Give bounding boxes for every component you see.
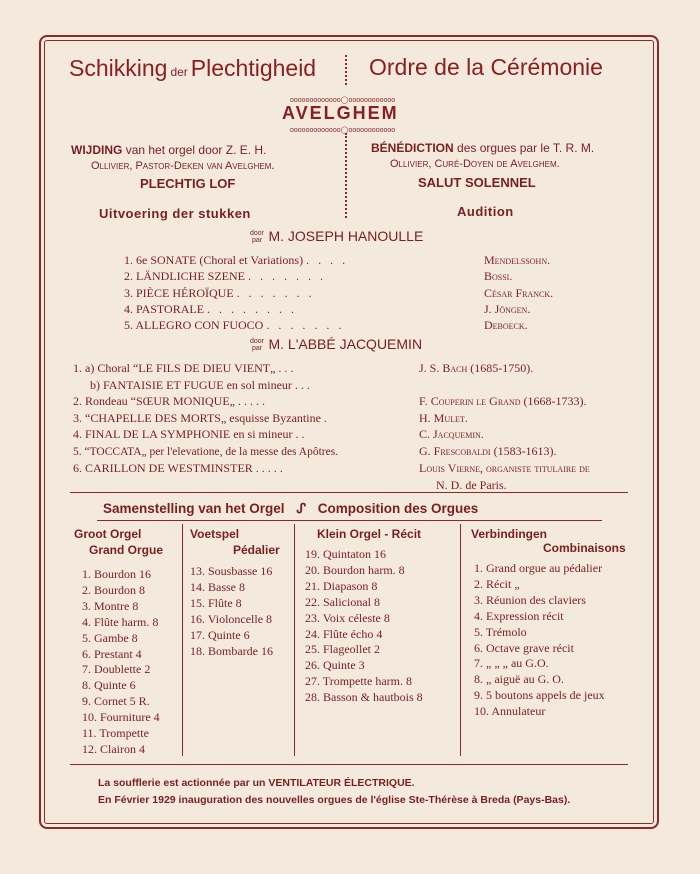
footer-rule [70,764,628,765]
stop-item: 28. Basson & hautbois 8 [305,690,423,705]
title-flemish: Schikking der Plechtigheid [69,55,317,81]
program-item: 5. “TOCCATA„ per l'elevatione, de la messe des Apôtres. G. Frescobaldi (1583-1613). [73,443,557,458]
stop-item: 20. Bourdon harm. 8 [305,562,405,577]
col3-list [305,547,423,706]
stop-item: 15. Flûte 8 [190,595,242,610]
center-divider-top [345,55,353,85]
composition-underline [97,520,602,521]
left-intro-line3: PLECHTIG LOF [140,176,236,191]
stop-item: 8. Quinte 6 [82,678,136,693]
stop-item: 5. Gambe 8 [82,630,138,645]
column-divider-2 [294,524,295,756]
column-divider-3 [460,524,461,756]
place-title: AVELGHEM [282,103,399,123]
performer2-header: door par M. L'ABBÉ JACQUEMIN [250,336,423,352]
stop-item: 6. Octave grave récit [474,640,574,655]
program-item: 5. ALLEGRO CON FUOCO . . . . . . . Deboeck. [124,318,528,333]
program-item: 1. a) Choral “LE FILS DE DIEU VIENT„ . . . J. S. Bach (1685-1750). [73,361,534,375]
stop-item: 24. Flûte écho 4 [305,626,383,641]
stop-item: 2. Bourdon 8 [82,582,145,597]
program-item: 3. “CHAPELLE DES MORTS„ esquisse Byzantine . H. Mulet. [73,410,468,425]
col1-heading: Groot Orgel [74,527,142,541]
program-item: 3. PIÈCE HÉROÏQUE . . . . . . . César Franck. [124,285,554,300]
stop-item: 22. Salicional 8 [305,594,380,609]
program-item: 2. LÄNDLICHE SZENE . . . . . . . Bossi. [124,269,513,284]
stop-item: 23. Voix céleste 8 [305,610,390,625]
program-item: 4. FINAL DE LA SYMPHONIE en si mineur . . C. Jacquemin. [73,427,484,441]
col1-subheading: Grand Orgue [89,543,164,557]
left-intro-line2: Ollivier, Pastor-Deken van Avelghem. [91,160,275,172]
center-divider [345,133,353,218]
col4-list [474,561,605,720]
stop-item: 27. Trompette harm. 8 [305,674,412,689]
program-item: 6. CARILLON DE WESTMINSTER . . . . . Louis Vierne, organiste titulaire de [73,461,590,475]
stop-item: 3. Réunion des claviers [474,592,586,607]
right-intro-line1: BÉNÉDICTION des orgues par le T. R. M. [371,141,595,155]
stop-item: 9. Cornet 5 R. [82,694,150,709]
program-list-1 [124,252,584,333]
stop-item: 10. Fourniture 4 [82,710,160,725]
stop-item: 6. Prestant 4 [82,646,142,661]
stop-item: 8. „ aiguë au G. O. [474,672,564,687]
stop-item: 10. Annulateur [474,704,546,719]
col1-list [82,567,160,758]
ornament-line-1: ooooooooooooo◯oooooooooooo [290,97,396,104]
col4-heading: Verbindingen [471,527,548,541]
stop-item: 1. Grand orgue au pédalier [474,561,603,575]
stop-item: 21. Diapason 8 [305,578,378,593]
performer1-header: door par M. JOSEPH HANOULLE [250,228,424,244]
stop-item: 25. Flageollet 2 [305,642,380,657]
col2-heading: Voetspel [190,527,240,541]
stop-item: 1. Bourdon 16 [82,567,151,581]
title-french: Ordre de la Cérémonie [369,54,603,80]
stop-item: 4. Flûte harm. 8 [82,614,159,629]
program-item: 2. Rondeau “SŒUR MONIQUE„ . . . . . F. Couperin le Grand (1668-1733). [73,394,587,408]
left-intro-line1: WIJDING van het orgel door Z. E. H. [71,143,267,157]
stop-item: 3. Montre 8 [82,598,139,613]
stop-item: 13. Sousbasse 16 [190,564,273,578]
stop-item: 9. 5 boutons appels de jeux [474,688,605,703]
stop-item: 16. Violoncelle 8 [190,611,273,626]
col3-heading: Klein Orgel - Récit [317,527,422,541]
program-list-2: 1. a) Choral “LE FILS DE DIEU VIENT„ . . . J. S. Bach (1685-1750). b) FANTAISIE ET FUGUE en sol mineur . . . 2. Rondeau “SŒUR MONIQUE„ . . . . . F. Couperin le Grand (1668-1733). 3. “CHAPELLE DES MORTS„ esquisse Byzantine . H. Mulet. 4. FINAL DE LA SYMPHONIE en si mineur . . C. Jacquemin. 5. “TOCCATA„ per l'elevatione, de la messe des Apôtres. G. Frescobaldi (1583-1613). 6. CARILLON DE WESTMINSTER . . . . . Louis Vierne, organiste titulaire de N. D. de Paris. [73,360,650,477]
stop-item: 5. Trémolo [474,624,527,639]
left-heading: Uitvoering der stukken [99,206,251,221]
stop-item: 7. Doublette 2 [82,662,151,677]
footer-line1: La soufflerie est actionnée par un VENTILATEUR ÉLECTRIQUE. [98,777,415,789]
stop-item: 11. Trompette [82,726,149,741]
stop-item: 18. Bombarde 16 [190,643,273,658]
col2-list [190,564,273,659]
stop-item: 7. „ „ „ au G.O. [474,656,549,671]
stop-item: 26. Quinte 3 [305,658,365,673]
stop-item: 19. Quintaton 16 [305,547,386,561]
right-heading: Audition [457,204,514,219]
stop-item: 2. Récit „ [474,576,520,591]
ornament-line-2: ooooooooooooo◯oooooooooooo [290,127,396,134]
program-item: b) FANTAISIE ET FUGUE en sol mineur . . . [90,377,310,392]
stop-item: 4. Expression récit [474,608,564,623]
column-divider-1 [182,524,183,756]
col2-subheading: Pédalier [233,543,280,557]
program-item: 1. 6e SONATE (Choral et Variations) . . . . Mendelssohn. [124,253,551,267]
composition-heading: Samenstelling van het Orgel ᔑ Composition des Orgues [103,501,479,516]
stop-item: 14. Basse 8 [190,579,245,594]
footer-line2: En Février 1929 inauguration des nouvelles orgues de l'église Ste-Thérèse à Breda (Pays-Bas). [98,794,571,806]
right-intro-line3: SALUT SOLENNEL [418,175,536,190]
stop-item: 17. Quinte 6 [190,627,250,642]
right-intro-line2: Ollivier, Curé-Doyen de Avelghem. [390,158,560,170]
section-rule [70,492,628,493]
stop-item: 12. Clairon 4 [82,741,145,756]
col4-subheading: Combinaisons [543,541,626,555]
program-item: 4. PASTORALE . . . . . . . . J. Jöngen. [124,301,531,316]
